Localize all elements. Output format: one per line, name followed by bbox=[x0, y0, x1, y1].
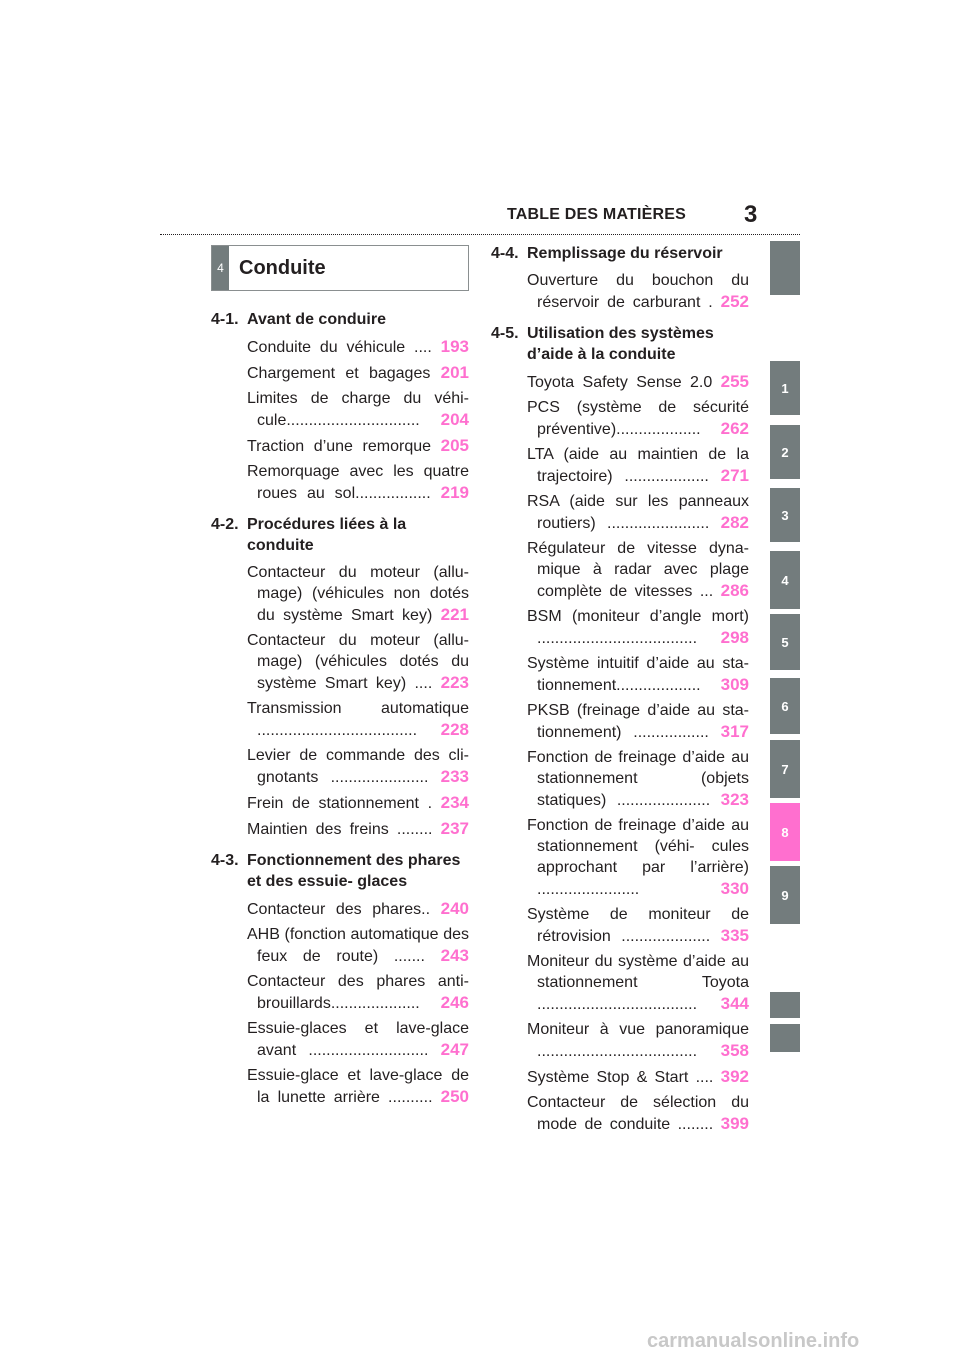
toc-entry[interactable] bbox=[247, 362, 469, 384]
toc-page-number[interactable]: 193 bbox=[440, 337, 469, 356]
toc-page-number[interactable]: 344 bbox=[720, 994, 749, 1013]
toc-entry-title: Système Stop & Start .... bbox=[527, 1069, 714, 1086]
toc-entry-title: Frein de stationnement . bbox=[247, 795, 433, 812]
toc-page-number[interactable]: 335 bbox=[720, 926, 749, 945]
toc-entry[interactable] bbox=[247, 698, 469, 741]
toc-entry[interactable] bbox=[527, 653, 749, 696]
section-title: Conduite bbox=[239, 256, 326, 279]
toc-entry[interactable] bbox=[527, 1019, 749, 1062]
toc-entry-title: PKSB (freinage d’aide au sta- tionnement) ................. bbox=[527, 702, 749, 741]
side-tab-5[interactable]: 5 bbox=[770, 614, 800, 670]
toc-group-heading bbox=[211, 309, 469, 330]
header-divider bbox=[160, 234, 800, 235]
toc-page-number[interactable]: 246 bbox=[440, 993, 469, 1012]
toc-group-number: 4-3. bbox=[211, 852, 239, 869]
toc-page-number[interactable]: 358 bbox=[720, 1041, 749, 1060]
toc-page-number[interactable]: 298 bbox=[720, 628, 749, 647]
side-tab-6[interactable]: 6 bbox=[770, 678, 800, 734]
toc-entry-title: Contacteur des phares anti- brouillards.................... bbox=[247, 973, 469, 1012]
toc-page-number[interactable]: 330 bbox=[720, 879, 749, 898]
section-number: 4 bbox=[212, 246, 229, 290]
toc-page-number[interactable]: 282 bbox=[720, 513, 749, 532]
toc-entry-title: BSM (moniteur d’angle mort) .................................... bbox=[527, 608, 749, 647]
toc-page-number[interactable]: 228 bbox=[440, 720, 469, 739]
side-tab-blank-bottom-2[interactable] bbox=[770, 1024, 800, 1052]
toc-entry-title: Chargement et bagages bbox=[247, 365, 431, 382]
toc-page-number[interactable]: 205 bbox=[440, 436, 470, 455]
toc-entry-title: Moniteur à vue panoramique .................................... bbox=[527, 1021, 749, 1060]
toc-page-number[interactable]: 250 bbox=[440, 1087, 469, 1106]
toc-group-title[interactable]: Remplissage du réservoir bbox=[527, 245, 723, 262]
toc-page-number[interactable]: 204 bbox=[440, 410, 469, 429]
toc-entry[interactable] bbox=[247, 388, 469, 431]
toc-entry[interactable] bbox=[247, 435, 469, 457]
toc-page-number[interactable]: 247 bbox=[440, 1040, 469, 1059]
toc-entry-title: Système de moniteur de rétrovision .................... bbox=[527, 906, 749, 945]
toc-group-number: 4-2. bbox=[211, 516, 239, 533]
toc-group-number: 4-1. bbox=[211, 311, 239, 328]
toc-entry[interactable] bbox=[247, 461, 469, 504]
toc-entry[interactable] bbox=[247, 971, 469, 1014]
toc-page-number[interactable]: 317 bbox=[720, 722, 749, 741]
toc-entry-title: Conduite du véhicule .... bbox=[247, 339, 432, 356]
toc-entry[interactable] bbox=[247, 336, 469, 358]
toc-entry[interactable] bbox=[527, 951, 749, 1015]
side-tab-2[interactable]: 2 bbox=[770, 425, 800, 479]
side-tab-8-active[interactable]: 8 bbox=[770, 803, 800, 861]
toc-entry-title: Fonction de freinage d’aide au stationnement (véhi- cules approchant par l’arrière) ....................... bbox=[527, 817, 749, 898]
side-tab-7[interactable]: 7 bbox=[770, 740, 800, 798]
toc-entry-title: Contacteur des phares.. bbox=[247, 901, 431, 918]
toc-entry[interactable] bbox=[527, 538, 749, 602]
toc-entry[interactable] bbox=[527, 1066, 749, 1088]
toc-page-number[interactable]: 271 bbox=[720, 466, 749, 485]
toc-entry[interactable] bbox=[527, 397, 749, 440]
toc-entry-title: Moniteur du système d’aide au stationnement Toyota .................................... bbox=[527, 953, 749, 1013]
toc-group-heading bbox=[211, 850, 469, 892]
toc-entry[interactable] bbox=[247, 562, 469, 626]
toc-page-number[interactable]: 392 bbox=[720, 1067, 749, 1086]
toc-entry-title: Système intuitif d’aide au sta- tionnement................... bbox=[527, 655, 749, 694]
toc-entry-title: Contacteur de sélection du mode de conduite ........ bbox=[527, 1094, 749, 1133]
toc-entry-title: Fonction de freinage d’aide au stationnement (objets statiques) ..................... bbox=[527, 749, 749, 809]
toc-entry-title: Essuie-glace et lave-glace de la lunette arrière .......... bbox=[247, 1067, 469, 1106]
toc-group-title[interactable]: Utilisation des systèmes d’aide à la conduite bbox=[527, 325, 714, 363]
toc-page-number[interactable]: 323 bbox=[720, 790, 749, 809]
toc-entry[interactable] bbox=[527, 606, 749, 649]
toc-entry[interactable] bbox=[247, 818, 469, 840]
toc-entry[interactable] bbox=[247, 1065, 469, 1108]
toc-entry-title: Maintien des freins ........ bbox=[247, 821, 433, 838]
side-tab-1[interactable]: 1 bbox=[770, 361, 800, 415]
toc-entry-title: Essuie-glaces et lave-glace avant ........................... bbox=[247, 1020, 469, 1059]
toc-page-number[interactable]: 240 bbox=[440, 899, 470, 918]
toc-entry[interactable] bbox=[527, 270, 749, 313]
toc-page-number[interactable]: 399 bbox=[720, 1114, 749, 1133]
page-header-title: TABLE DES MATIÈRES bbox=[507, 206, 687, 223]
toc-entry-title: Traction d’une remorque bbox=[247, 438, 432, 455]
toc-group-number: 4-4. bbox=[491, 245, 519, 262]
side-tab-4[interactable]: 4 bbox=[770, 551, 800, 609]
toc-entry-title: Régulateur de vitesse dyna- mique à radar avec plage complète de vitesses ... bbox=[527, 540, 749, 600]
side-tab-blank-top[interactable] bbox=[770, 241, 800, 295]
toc-entry-title: Contacteur du moteur (allu- mage) (véhicules dotés du système Smart key) .... bbox=[247, 632, 469, 692]
toc-page-number[interactable]: 262 bbox=[720, 419, 749, 438]
toc-page-number[interactable]: 286 bbox=[720, 581, 750, 600]
toc-entry-title: Contacteur du moteur (allu- mage) (véhicules non dotés du système Smart key) bbox=[247, 564, 469, 624]
toc-column-left bbox=[211, 309, 469, 1112]
toc-group-heading bbox=[491, 243, 749, 264]
toc-group-heading bbox=[491, 323, 749, 365]
toc-entry[interactable] bbox=[247, 792, 469, 814]
toc-entry[interactable] bbox=[527, 444, 749, 487]
toc-entry[interactable] bbox=[247, 745, 469, 788]
toc-page-number[interactable]: 309 bbox=[720, 675, 749, 694]
toc-page-number[interactable]: 223 bbox=[440, 673, 469, 692]
toc-entry[interactable] bbox=[527, 815, 749, 900]
toc-entry-title: RSA (aide sur les panneaux routiers) ....................... bbox=[527, 493, 749, 532]
toc-entry[interactable] bbox=[527, 700, 749, 743]
toc-page-number[interactable]: 252 bbox=[720, 292, 749, 311]
toc-column-right bbox=[491, 243, 749, 1139]
side-tab-9[interactable]: 9 bbox=[770, 866, 800, 924]
toc-entry[interactable] bbox=[247, 924, 469, 967]
toc-page-number[interactable]: 219 bbox=[440, 483, 470, 502]
toc-entry[interactable] bbox=[527, 747, 749, 811]
toc-entry[interactable] bbox=[527, 491, 749, 534]
toc-page-number[interactable]: 255 bbox=[720, 372, 749, 391]
page-number: 3 bbox=[744, 201, 758, 228]
toc-entry-title: Transmission automatique .................................... bbox=[247, 700, 469, 739]
toc-entry[interactable] bbox=[247, 898, 469, 920]
toc-entry-title: Ouverture du bouchon du réservoir de carburant . bbox=[527, 272, 749, 311]
toc-entry-title: PCS (système de sécurité préventive)................... bbox=[527, 399, 749, 438]
toc-group-title[interactable]: Procédures liées à la conduite bbox=[247, 516, 407, 554]
section-heading bbox=[211, 245, 469, 291]
toc-entry[interactable] bbox=[527, 371, 749, 393]
toc-entry[interactable] bbox=[247, 630, 469, 694]
toc-entry[interactable] bbox=[527, 904, 749, 947]
toc-group-title[interactable]: Avant de conduire bbox=[247, 311, 386, 328]
side-tab-3[interactable]: 3 bbox=[770, 488, 800, 542]
side-tab-blank-bottom-1[interactable] bbox=[770, 992, 800, 1018]
toc-group-number: 4-5. bbox=[491, 325, 519, 342]
toc-entry-title: Levier de commande des cli- gnotants ...................... bbox=[247, 747, 469, 786]
toc-entry[interactable] bbox=[247, 1018, 469, 1061]
toc-group-title[interactable]: Fonctionnement des phares et des essuie- glaces bbox=[247, 852, 461, 890]
toc-entry-title: Limites de charge du véhi- cule.............................. bbox=[247, 390, 469, 429]
toc-page-number[interactable]: 243 bbox=[440, 946, 469, 965]
watermark-footer: carmanualsonline.info bbox=[647, 1330, 860, 1352]
toc-entry-title: Toyota Safety Sense 2.0 bbox=[527, 374, 713, 391]
toc-group-heading bbox=[211, 514, 469, 556]
toc-page-number[interactable]: 201 bbox=[440, 363, 469, 382]
toc-page-number[interactable]: 233 bbox=[440, 767, 469, 786]
toc-page-number[interactable]: 234 bbox=[440, 793, 469, 812]
toc-entry-title: Remorquage avec les quatre roues au sol................. bbox=[247, 463, 469, 502]
toc-entry[interactable] bbox=[527, 1092, 749, 1135]
toc-page-number[interactable]: 237 bbox=[440, 819, 469, 838]
toc-page-number[interactable]: 221 bbox=[440, 605, 469, 624]
toc-entry-title: LTA (aide au maintien de la trajectoire) ................... bbox=[527, 446, 749, 485]
toc-entry-title: AHB (fonction automatique des feux de route) ....... bbox=[247, 926, 469, 965]
